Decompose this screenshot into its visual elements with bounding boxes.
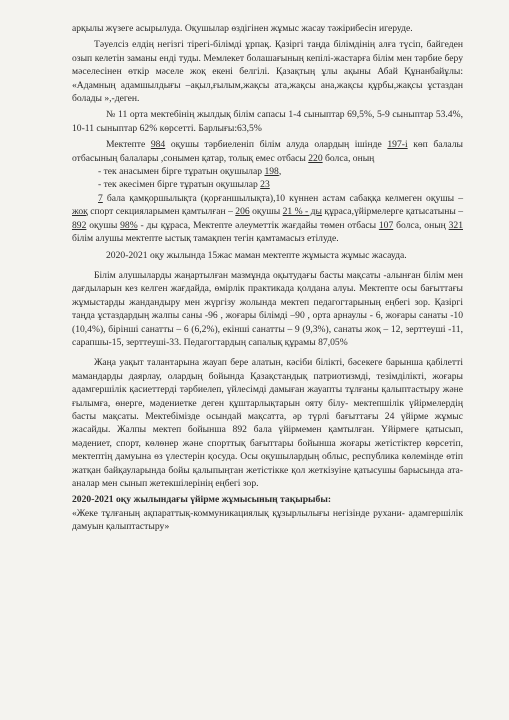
- paragraph-clubs: Жаңа уақыт талантарына жауап бере алатын, кәсіби білікті, бәсекеге барынша қабілетті мамандарды даярлау, олардың бойында Қазақстандық патриотизмді, тезімділікті, жоғары адамгершілік қасиеттерді тәрбиелеп, үйлесімді дамыған жауапты тұлғаны қалыптастыру және ғылымға, өнерге, мәдениетке деген құштарлықтарын ояту білу- мектепшілік үйірмелердің басты мақсаты. Мектебімізде осындай мақсатта, әр түрлі бағыттағы 24 үйірме жұмыс жасайды. Жалпы мектеп бойынша 892 бала үйірмемен қамтылған. Үйірмеге қатысып, мәдениет, спорт, көлөнер және спорттық бағыттары бойынша жоғары жетістіктер көрсетіп, мектептің дамуына өз үлестерін қосуда. Осы оқушылардың облыс, республика көлемінде өтіп жатқан байқауларында бойы қалыпыңтан жетістікке қол жеткізуіне қатысушы барысында ата-аналар мен сынып жетекшілерінің еңбегі зор.: [72, 357, 463, 489]
- paragraph-guardianship: 7 бала қамқоршылықта (қорғаншылықта),10 күннен астам сабаққа келмеген оқушы – жоқ спорт секцияларымен қамтылған – 206 оқушы 21 % - ды құраса,үйірмелерге қатысатыны – 892 оқушы 98% - ды құраса, Мектепте әлеуметтік жағдайы төмен отбасы 107 болса, оның 321 білім алушы мектепте ыстық тамақпен тегін қамтамасыз етілуде.: [72, 192, 464, 245]
- section-heading: 2020-2021 оқу жылындағы үйірме жұмысының тақырыбы:: [72, 494, 332, 506]
- paragraph-quality: № 11 орта мектебінің жылдық білім сапасы 1-4 сыныптар 69,5%, 5-9 сыныптар 53.4%, 10-11 сыныптар 62% көрсетті. Барлығы:63,5%: [72, 109, 463, 134]
- list-item-mothers: - тек анасымен бірге тұратын оқушылар 198,: [98, 166, 282, 178]
- paragraph-intro: арқылы жүзеге асырылуда. Оқушылар өздігінен жұмыс жасау тәжірибесін игеруде.: [72, 23, 413, 34]
- paragraph-students: Мектепте 984 оқушы тәрбиеленіп білім алуда олардың ішінде 197-і көп балалы отбасының балалары ,сонымен қатар, толық емес отбасы 220 болса, оның: [72, 139, 463, 164]
- paragraph-teachers: Білім алушыларды жаңартылған мазмұнда оқытудағы басты мақсаты -алынған білім мен дағдыларын кез келген жағдайда, өмірлік практикада қолдана алуы. Мектепте осы бағыттағы жұмыстарды жандандыру мен жүргізу жолында мектеп педагогтарының еңбегі зор. Қазіргі таңда ұстаздардың жалпы саны -96 , жоғары білімді –90 , орта арнаулы - 6, жоғары санаты -10 (10,4%), бірінші санатты – 6 (6,2%), екінші санатты – 9 (9,3%), санаты жоқ – 12, зерттеуші -11, сарапшы-15, зерттеуші-33. Педагогтардың сапалық құрамы 87,05%: [72, 269, 463, 348]
- list-item-fathers: - тек әкесімен бірге тұратын оқушылар 23: [98, 179, 270, 191]
- theme-statement: «Жеке тұлғаның ақпараттық-коммуникациялық құзырлылығы негізінде рухани- адамгершілік дамуын қалыптастыру»: [72, 507, 463, 533]
- paragraph-independence: Тәуелсіз елдің негізгі тірегі-білімді ұрпақ. Қазіргі таңда білімдінің алға түсіп, байгеден озып келетін заманы енді туды. Мемлекет болашағының кепілі-жастарға білім мен тәрбие беру мәселесінен өткір мәселе жоқ екені белгілі. Қазақтың ұлы ақыны Абай Құнанбайұлы: «Адамның адамшылдығы –ақыл,ғылым,жақсы ата,жақсы ана,жақсы құрбы,жақсы ұстаздан болады »,-деген.: [72, 39, 463, 105]
- paragraph-young-specialists: 2020-2021 оқу жылында 15жас маман мектепте жұмыста жұмыс жасауда.: [106, 249, 407, 261]
